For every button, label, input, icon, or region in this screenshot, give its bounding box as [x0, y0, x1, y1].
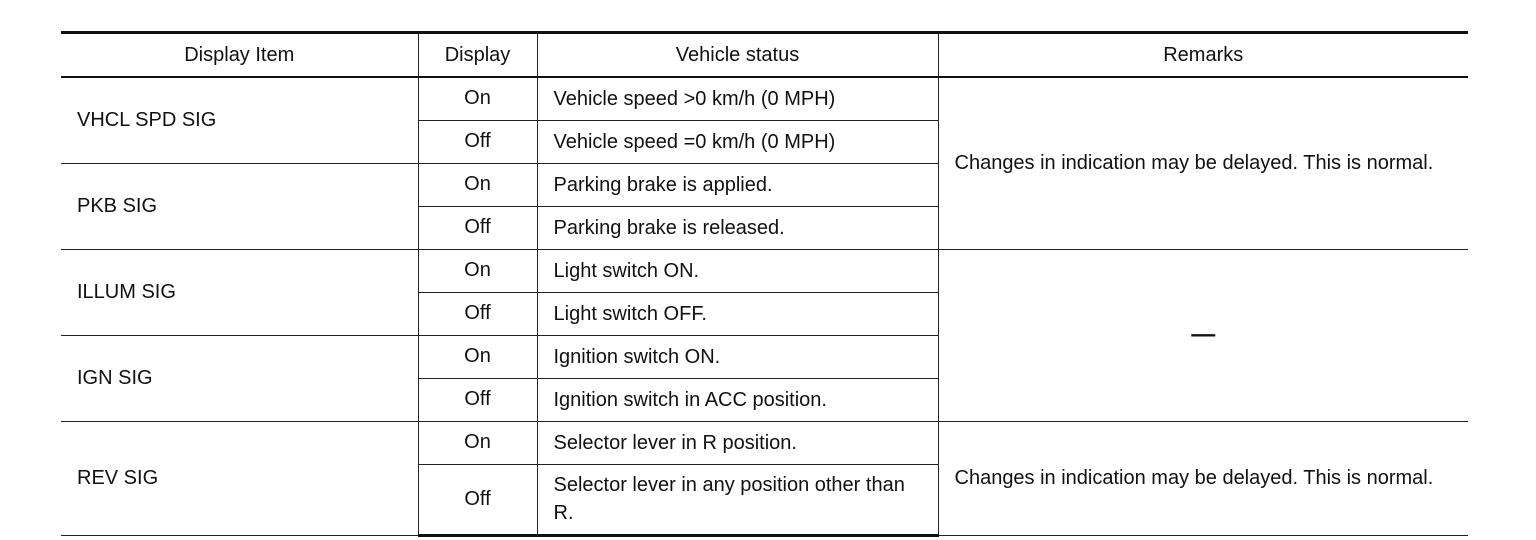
header-display: Display: [418, 33, 537, 78]
table-row: [61, 77, 1468, 120]
remarks-dash-cell: —: [938, 249, 1468, 421]
table-row: [61, 249, 1468, 292]
vehicle-status-cell: Parking brake is released.: [537, 206, 938, 249]
display-value-cell: On: [418, 335, 537, 378]
display-value-cell: On: [418, 249, 537, 292]
vehicle-status-cell: Ignition switch ON.: [537, 335, 938, 378]
vehicle-status-cell: Light switch OFF.: [537, 292, 938, 335]
display-item-cell: PKB SIG: [61, 163, 418, 249]
display-item-table: [61, 31, 1468, 537]
display-item-cell: VHCL SPD SIG: [61, 77, 418, 163]
display-value-cell: On: [418, 77, 537, 120]
display-item-cell: IGN SIG: [61, 335, 418, 421]
vehicle-status-cell: Light switch ON.: [537, 249, 938, 292]
display-value-cell: Off: [418, 464, 537, 535]
header-remarks: Remarks: [938, 33, 1468, 78]
display-item-cell: REV SIG: [61, 421, 418, 535]
header-vehicle-status: Vehicle status: [537, 33, 938, 78]
vehicle-status-cell: Parking brake is applied.: [537, 163, 938, 206]
display-value-cell: Off: [418, 206, 537, 249]
remarks-cell: Changes in indication may be delayed. This is normal.: [938, 421, 1468, 535]
display-value-cell: Off: [418, 292, 537, 335]
remarks-cell: Changes in indication may be delayed. This is normal.: [938, 77, 1468, 249]
display-value-cell: On: [418, 421, 537, 464]
display-item-cell: ILLUM SIG: [61, 249, 418, 335]
table-row: [61, 421, 1468, 464]
header-display-item: Display Item: [61, 33, 418, 78]
display-value-cell: Off: [418, 378, 537, 421]
vehicle-status-cell: Selector lever in R position.: [537, 421, 938, 464]
vehicle-status-cell: Selector lever in any position other than R.: [537, 464, 938, 535]
vehicle-status-cell: Ignition switch in ACC position.: [537, 378, 938, 421]
vehicle-status-cell: Vehicle speed >0 km/h (0 MPH): [537, 77, 938, 120]
header-row: [61, 33, 1468, 78]
display-value-cell: On: [418, 163, 537, 206]
display-value-cell: Off: [418, 120, 537, 163]
vehicle-status-cell: Vehicle speed =0 km/h (0 MPH): [537, 120, 938, 163]
